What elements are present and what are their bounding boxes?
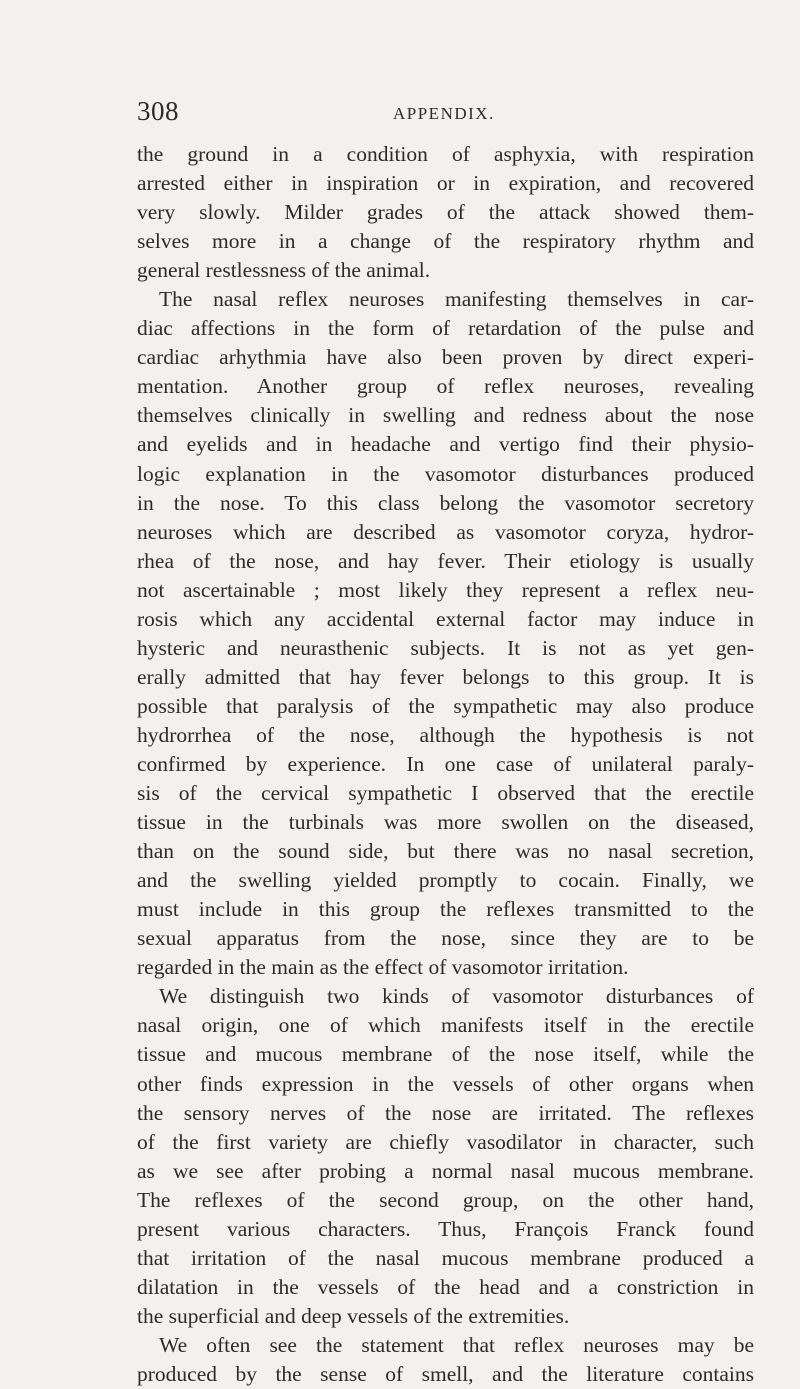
body-text: [137, 140, 754, 1389]
text-line: than on the sound side, but there was no nasal secretion,: [137, 839, 754, 864]
text-line: in the nose. To this class belong the vasomotor secretory: [137, 490, 754, 515]
text-line: very slowly. Milder grades of the attack showed them-: [137, 200, 754, 225]
page-header: [137, 96, 754, 126]
text-line: and the swelling yielded promptly to cocain. Finally, we: [137, 868, 754, 893]
text-line: sexual apparatus from the nose, since they are to be: [137, 926, 754, 951]
text-line: of the first variety are chiefly vasodilator in character, such: [137, 1129, 754, 1154]
text-line: We distinguish two kinds of vasomotor disturbances of: [159, 984, 754, 1009]
text-line: other finds expression in the vessels of other organs when: [137, 1071, 754, 1096]
text-line: cardiac arhythmia have also been proven by direct experi-: [137, 345, 754, 370]
text-line: We often see the statement that reflex neuroses may be: [159, 1332, 754, 1357]
text-line: logic explanation in the vasomotor disturbances produced: [137, 461, 754, 486]
text-line: hysteric and neurasthenic subjects. It is not as yet gen-: [137, 635, 754, 660]
text-line: tissue and mucous membrane of the nose itself, while the: [137, 1042, 754, 1067]
text-line: the sensory nerves of the nose are irritated. The reflexes: [137, 1100, 754, 1125]
text-line: diac affections in the form of retardation of the pulse and: [137, 316, 754, 341]
text-line: as we see after probing a normal nasal mucous membrane.: [137, 1158, 754, 1183]
text-line: regarded in the main as the effect of vasomotor irritation.: [137, 955, 629, 980]
text-line: sis of the cervical sympathetic I observed that the erectile: [137, 781, 754, 806]
text-line: The nasal reflex neuroses manifesting themselves in car-: [159, 287, 754, 312]
text-line: erally admitted that hay fever belongs to this group. It is: [137, 664, 754, 689]
text-line: the superficial and deep vessels of the extremities.: [137, 1303, 570, 1328]
running-head: APPENDIX.: [393, 104, 495, 123]
text-line: tissue in the turbinals was more swollen on the diseased,: [137, 810, 754, 835]
text-line: confirmed by experience. In one case of unilateral paraly-: [137, 751, 754, 776]
text-line: mentation. Another group of reflex neuroses, revealing: [137, 374, 754, 399]
text-line: hydrorrhea of the nose, although the hypothesis is not: [137, 722, 754, 747]
text-line: dilatation in the vessels of the head and a constriction in: [137, 1274, 754, 1299]
text-line: general restlessness of the animal.: [137, 258, 431, 283]
text-line: that irritation of the nasal mucous membrane produced a: [137, 1245, 754, 1270]
text-line: arrested either in inspiration or in expiration, and recovered: [137, 171, 754, 196]
text-line: The reflexes of the second group, on the other hand,: [137, 1187, 754, 1212]
text-line: possible that paralysis of the sympathetic may also produce: [137, 693, 754, 718]
text-line: and eyelids and in headache and vertigo find their physio-: [137, 432, 754, 457]
text-line: nasal origin, one of which manifests itself in the erectile: [137, 1013, 754, 1038]
text-line: not ascertainable ; most likely they represent a reflex neu-: [137, 577, 754, 602]
text-line: neuroses which are described as vasomotor coryza, hydror-: [137, 519, 754, 544]
text-line: produced by the sense of smell, and the literature contains: [137, 1361, 754, 1386]
text-line: rosis which any accidental external factor may induce in: [137, 606, 754, 631]
text-line: must include in this group the reflexes transmitted to the: [137, 897, 754, 922]
text-line: themselves clinically in swelling and redness about the nose: [137, 403, 754, 428]
text-line: the ground in a condition of asphyxia, with respiration: [137, 142, 754, 166]
text-line: rhea of the nose, and hay fever. Their etiology is usually: [137, 548, 754, 573]
text-line: selves more in a change of the respiratory rhythm and: [137, 229, 754, 254]
text-line: present various characters. Thus, François Franck found: [137, 1216, 754, 1241]
page-number: 308: [137, 96, 179, 126]
